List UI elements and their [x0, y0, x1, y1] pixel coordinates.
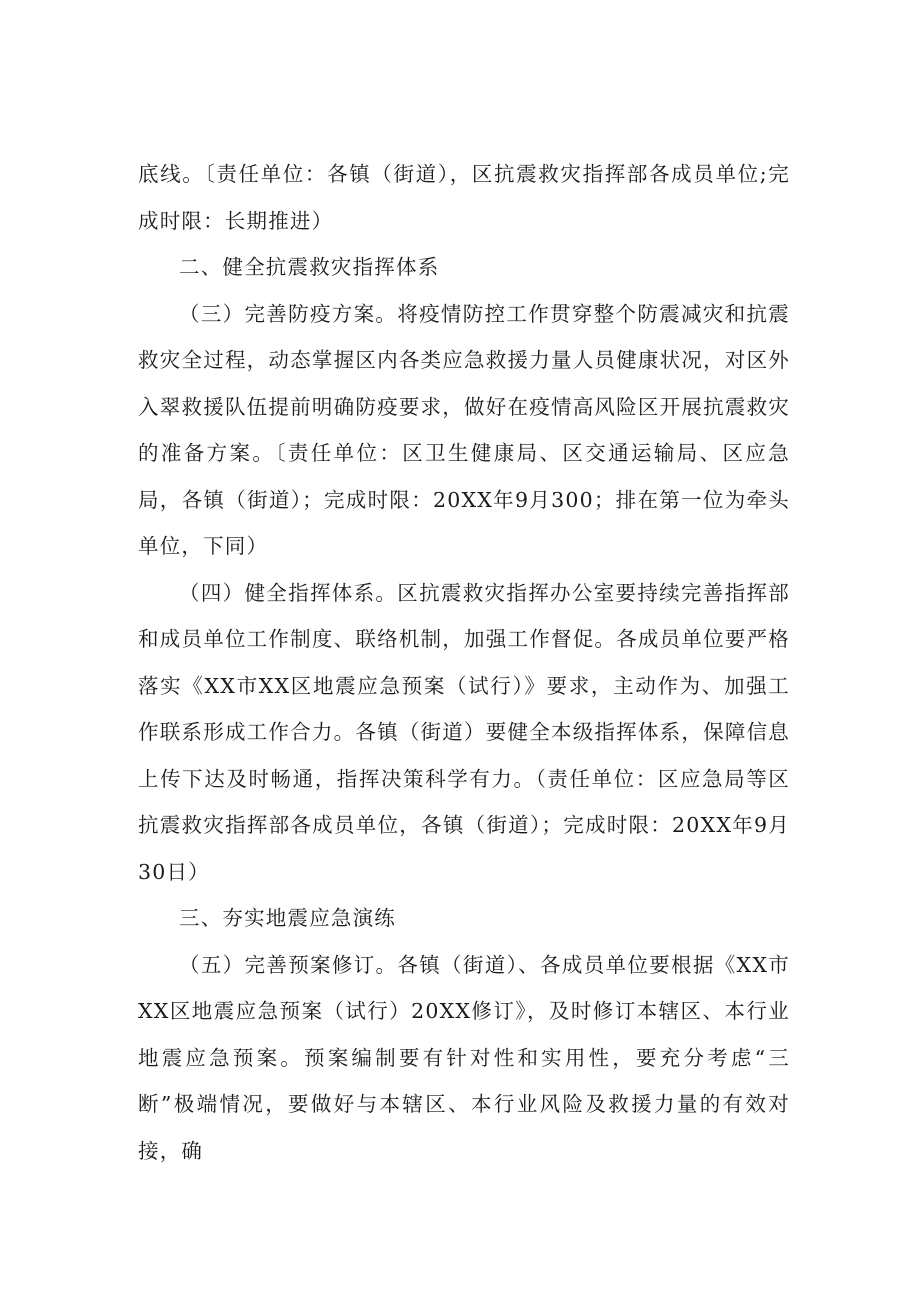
paragraph-continuation: 底线。〔责任单位：各镇（街道），区抗震救灾指挥部各成员单位;完成时限：长期推进） — [138, 162, 790, 233]
section-heading-3: 三、夯实地震应急演练 — [179, 906, 396, 930]
paragraph-item-4: （四）健全指挥体系。区抗震救灾指挥办公室要持续完善指挥部和成员单位工作制度、联络机制，加强工作督促。各成员单位要严格落实《XX市XX区地震应急预案（试行）》要求，主动作为、加强工作联系形成工作合力。各镇（街道）要健全本级指挥体系，保障信息上传下达及时畅通，指挥决策科学有力。（责任单位：区应急局等区抗震救灾指挥部各成员单位，各镇（街道）；完成时限：20XX年9月30日） — [138, 580, 790, 884]
document-body — [138, 151, 790, 1174]
paragraph-item-5: （五）完善预案修订。各镇（街道）、各成员单位要根据《XX市XX区地震应急预案（试行）20XX修订》，及时修订本辖区、本行业地震应急预案。预案编制要有针对性和实用性，要充分考虑“三断”极端情况，要做好与本辖区、本行业风险及救援力量的有效对接，确 — [138, 952, 790, 1163]
section-heading-2: 二、健全抗震救灾指挥体系 — [179, 255, 440, 279]
paragraph-item-3: （三）完善防疫方案。将疫情防控工作贯穿整个防震减灾和抗震救灾全过程，动态掌握区内各类应急救援力量人员健康状况，对区外入翠救援队伍提前明确防疫要求，做好在疫情高风险区开展抗震救灾的准备方案。〔责任单位：区卫生健康局、区交通运输局、区应急局，各镇（街道）；完成时限：20XX年9月300；排在第一位为牵头单位，下同） — [138, 301, 790, 558]
